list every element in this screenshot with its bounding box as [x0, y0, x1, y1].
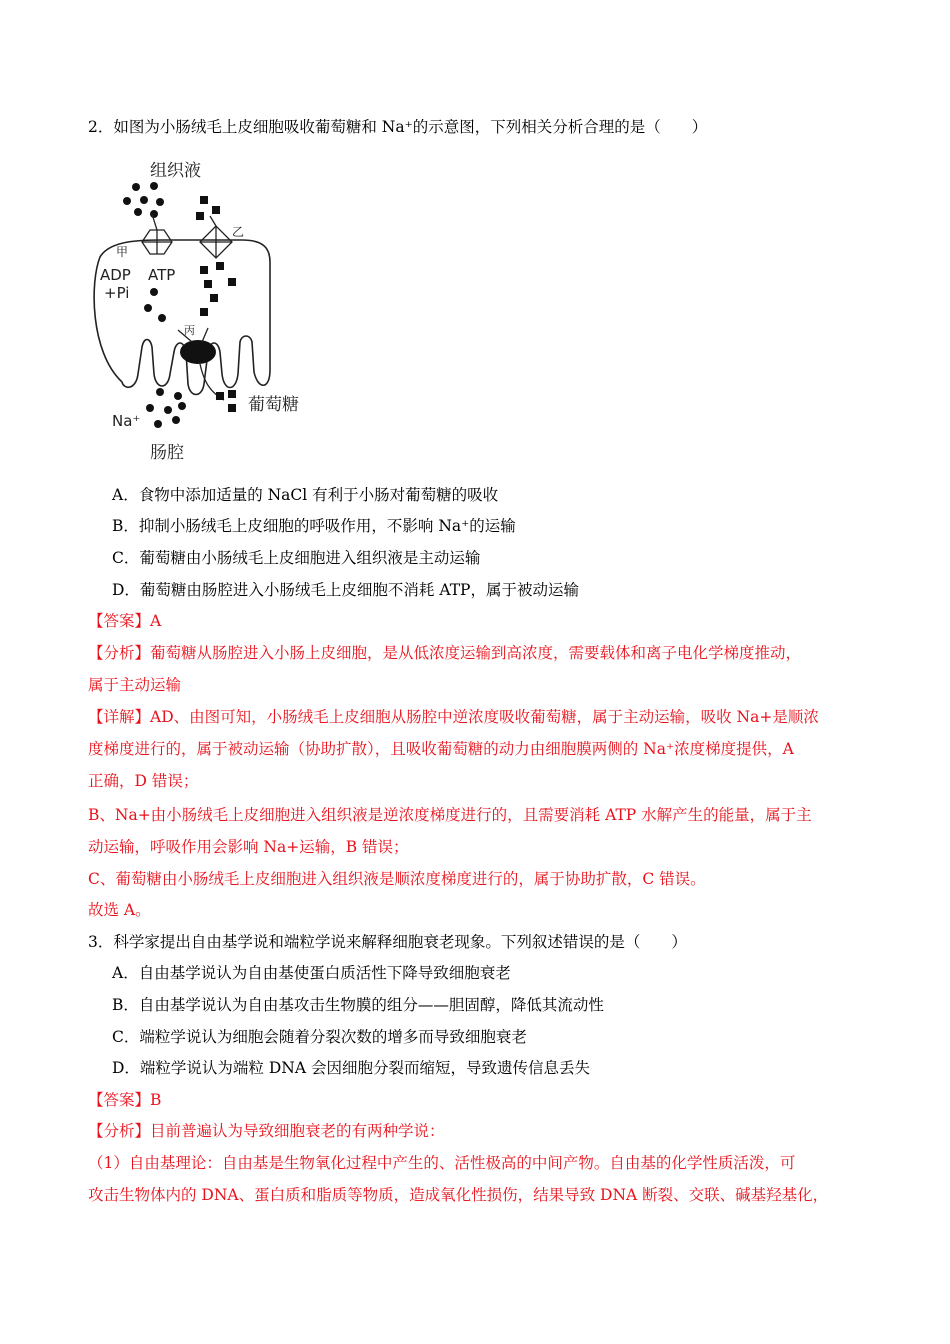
q2-detail-line: 动运输，呼吸作用会影响 Na+运输，B 错误； — [88, 838, 409, 856]
label-jia: 甲 — [116, 245, 129, 259]
q2-option-d: D．葡萄糖由肠腔进入小肠绒毛上皮细胞不消耗 ATP，属于被动运输 — [112, 581, 579, 599]
q2-stem: 2．如图为小肠绒毛上皮细胞吸收葡萄糖和 Na⁺的示意图，下列相关分析合理的是（ ） — [88, 118, 708, 136]
q2-detail-line: 正确，D 错误； — [88, 772, 199, 790]
label-na: Na⁺ — [112, 412, 141, 430]
q3-analysis-line: 攻击生物体内的 DNA、蛋白质和脂质等物质，造成氧化性损伤，结果导致 DNA 断裂、交联、碱基羟基化， — [88, 1186, 829, 1204]
label-pi: +Pi — [104, 284, 130, 302]
q2-option-c: C．葡萄糖由小肠绒毛上皮细胞进入组织液是主动运输 — [112, 549, 481, 567]
cell-absorption-diagram — [92, 152, 322, 467]
label-lumen: 肠腔 — [150, 443, 184, 463]
q2-detail-line: 【详解】AD、由图可知，小肠绒毛上皮细胞从肠腔中逆浓度吸收葡萄糖，属于主动运输，吸收 Na+是顺浓 — [88, 708, 819, 726]
q2-analysis-line: 【分析】葡萄糖从肠腔进入小肠上皮细胞，是从低浓度运输到高浓度，需要载体和离子电化学梯度推动， — [88, 644, 802, 662]
q3-option-b: B．自由基学说认为自由基攻击生物膜的组分——胆固醇，降低其流动性 — [112, 996, 604, 1014]
q2-analysis-line: 属于主动运输 — [88, 676, 182, 694]
label-tissue-fluid: 组织液 — [150, 161, 201, 181]
q3-option-a: A．自由基学说认为自由基使蛋白质活性下降导致细胞衰老 — [112, 964, 511, 982]
q3-option-c: C．端粒学说认为细胞会随着分裂次数的增多而导致细胞衰老 — [112, 1028, 527, 1046]
q2-detail-line: 故选 A。 — [88, 901, 151, 919]
q2-detail-line: B、Na+由小肠绒毛上皮细胞进入组织液是逆浓度梯度进行的，且需要消耗 ATP 水解产生的能量，属于主 — [88, 806, 812, 824]
q3-answer: 【答案】B — [88, 1091, 162, 1109]
q2-detail-line: C、葡萄糖由小肠绒毛上皮细胞进入组织液是顺浓度梯度进行的，属于协助扩散，C 错误。 — [88, 870, 706, 888]
q2-detail-line: 度梯度进行的，属于被动运输（协助扩散），且吸收葡萄糖的动力由细胞膜两侧的 Na⁺浓度梯度提供，A — [88, 740, 794, 758]
q2-answer: 【答案】A — [88, 612, 162, 630]
label-glucose: 葡萄糖 — [248, 395, 299, 415]
label-bing: 丙 — [184, 324, 195, 337]
q3-analysis-line: 【分析】目前普遍认为导致细胞衰老的有两种学说： — [88, 1122, 445, 1140]
q2-option-b: B．抑制小肠绒毛上皮细胞的呼吸作用，不影响 Na⁺的运输 — [112, 517, 516, 535]
q3-option-d: D．端粒学说认为端粒 DNA 会因细胞分裂而缩短，导致遗传信息丢失 — [112, 1059, 590, 1077]
q3-stem: 3．科学家提出自由基学说和端粒学说来解释细胞衰老现象。下列叙述错误的是（ ） — [88, 933, 687, 951]
q2-option-a: A．食物中添加适量的 NaCl 有利于小肠对葡萄糖的吸收 — [112, 486, 499, 504]
label-adp: ADP — [100, 266, 131, 284]
label-atp: ATP — [148, 266, 176, 284]
cell-membrane — [94, 240, 270, 395]
q3-analysis-line: （1）自由基理论：自由基是生物氧化过程中产生的、活性极高的中间产物。自由基的化学性质活泼，可 — [88, 1154, 796, 1172]
label-yi: 乙 — [232, 225, 245, 239]
